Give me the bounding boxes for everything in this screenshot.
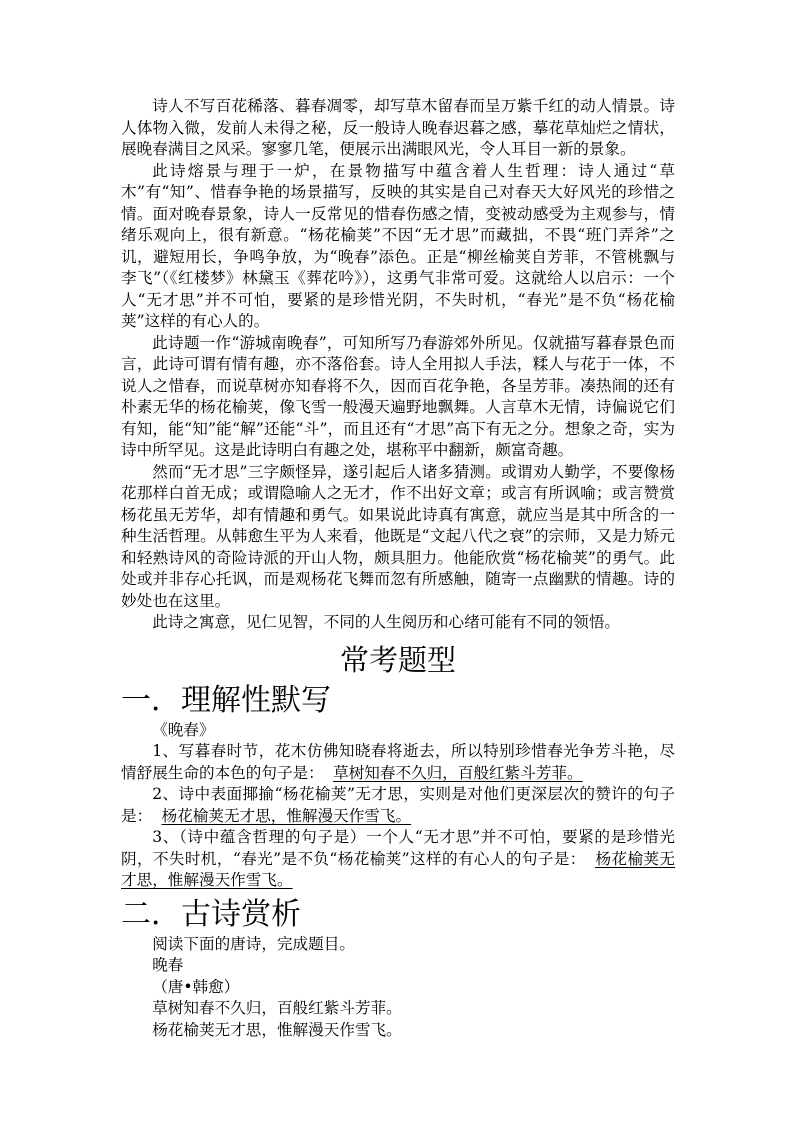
poem-line-2: 杨花榆荚无才思，惟解漫天作雪飞。 — [152, 1020, 402, 1039]
analysis-paragraph-4: 然而“无才思”三字颇怪异，遂引起后人诸多猜测。或谓劝人勤学，不要像杨花那样白首无成；或谓隐喻人之无才，作不出好文章；或言有所讽喻；或言赞赏杨花虽无芳华，却有情趣和勇气。如果说此诗真有寓意，就应当是其中所含的一种生活哲理。从韩愈生平为人来看，他既是“文起八代之衰”的宗师，又是力矫元和轻熟诗风的奇险诗派的开山人物，颇具胆力。他能欣赏“杨花榆荚”的勇气。此处或并非存心托讽，而是观杨花飞舞而忽有所感触，随寄一点幽默的情趣。诗的妙处也在这里。 — [121, 462, 675, 610]
poem-title: 晚春 — [152, 956, 184, 974]
analysis-paragraph-5: 此诗之寓意，见仁见智，不同的人生阅历和心绪可能有不同的领悟。 — [152, 613, 621, 631]
section-title: 常考题型 — [339, 642, 456, 677]
analysis-paragraph-1: 诗人不写百花稀落、暮春凋零，却写草木留春而呈万紫千红的动人情景。诗人体物入微，发前人未得之秘，反一般诗人晚春迟暮之感，摹花草灿烂之情状，展晚春满目之风采。寥寥几笔，便展示出满眼风光，令人耳目一新的景象。 — [121, 97, 675, 158]
document-page — [121, 96, 675, 1041]
poem-line-1: 草树知春不久归，百般红紫斗芳菲。 — [152, 999, 402, 1017]
question-2-answer: 杨花榆荚无才思，惟解漫天作雪飞。 — [161, 806, 412, 825]
question-2-text: 2、诗中表面揶揄“杨花榆荚”无才思，实则是对他们更深层次的赞许的句子是： — [121, 785, 675, 825]
question-3 — [121, 827, 675, 892]
poem-reference: 《晚春》 — [152, 720, 215, 739]
question-1-answer: 草树知春不久归，百般红紫斗芳菲。 — [333, 763, 583, 782]
question-2 — [121, 784, 675, 827]
poem-author: （唐•韩愈） — [152, 977, 240, 996]
reading-instruction: 阅读下面的唐诗，完成题目。 — [152, 934, 355, 953]
question-3-text: 3、（诗中蕴含哲理的句子是）一个人“无才思”并不可怕，要紧的是珍惜光阴，不失时机，“春光”是不负“杨花榆荚”这样的有心人的句子是： — [121, 828, 675, 868]
part2-heading: 二．古诗赏析 — [121, 896, 301, 932]
question-3-answer: 杨花榆荚无才思，惟解漫天作雪飞。 — [121, 849, 675, 889]
question-1 — [121, 741, 675, 784]
part1-heading: 一．理解性默写 — [121, 682, 331, 718]
question-1-text: 1、写暮春时节，花木仿佛知晓春将逝去，所以特别珍惜春光争芳斗艳，尽情舒展生命的本色的句子是： — [121, 742, 675, 782]
analysis-paragraph-2: 此诗熔景与理于一炉，在景物描写中蕴含着人生哲理：诗人通过“草木”有“知”、惜春争艳的场景描写，反映的其实是自己对春天大好风光的珍惜之情。面对晚春景象，诗人一反常见的惜春伤感之情，变被动感受为主观参与，情绪乐观向上，很有新意。“杨花榆荚”不因“无才思”而藏拙，不畏“班门弄斧”之讥，避短用长，争鸣争放，为“晚春”添色。正是“柳丝榆荚自芳菲，不管桃飘与李飞”（《红楼梦》林黛玉《葬花吟》），这勇气非常可爱。这就给人以启示：一个人“无才思”并不可怕，要紧的是珍惜光阴，不失时机，“春光”是不负“杨花榆荚”这样的有心人的。 — [121, 161, 675, 330]
analysis-paragraph-3: 此诗题一作“游城南晚春”，可知所写乃春游郊外所见。仅就描写暮春景色而言，此诗可谓有情有趣，亦不落俗套。诗人全用拟人手法，糅人与花于一体，不说人之惜春，而说草树亦知春将不久，因而百花争艳，各呈芳菲。凑热闹的还有朴素无华的杨花榆荚，像飞雪一般漫天遍野地飘舞。人言草木无情，诗偏说它们有知，能“知”能“解”还能“斗”，而且还有“才思”高下有无之分。想象之奇，实为诗中所罕见。这是此诗明白有趣之处，堪称平中翻新，颇富奇趣。 — [121, 333, 675, 459]
